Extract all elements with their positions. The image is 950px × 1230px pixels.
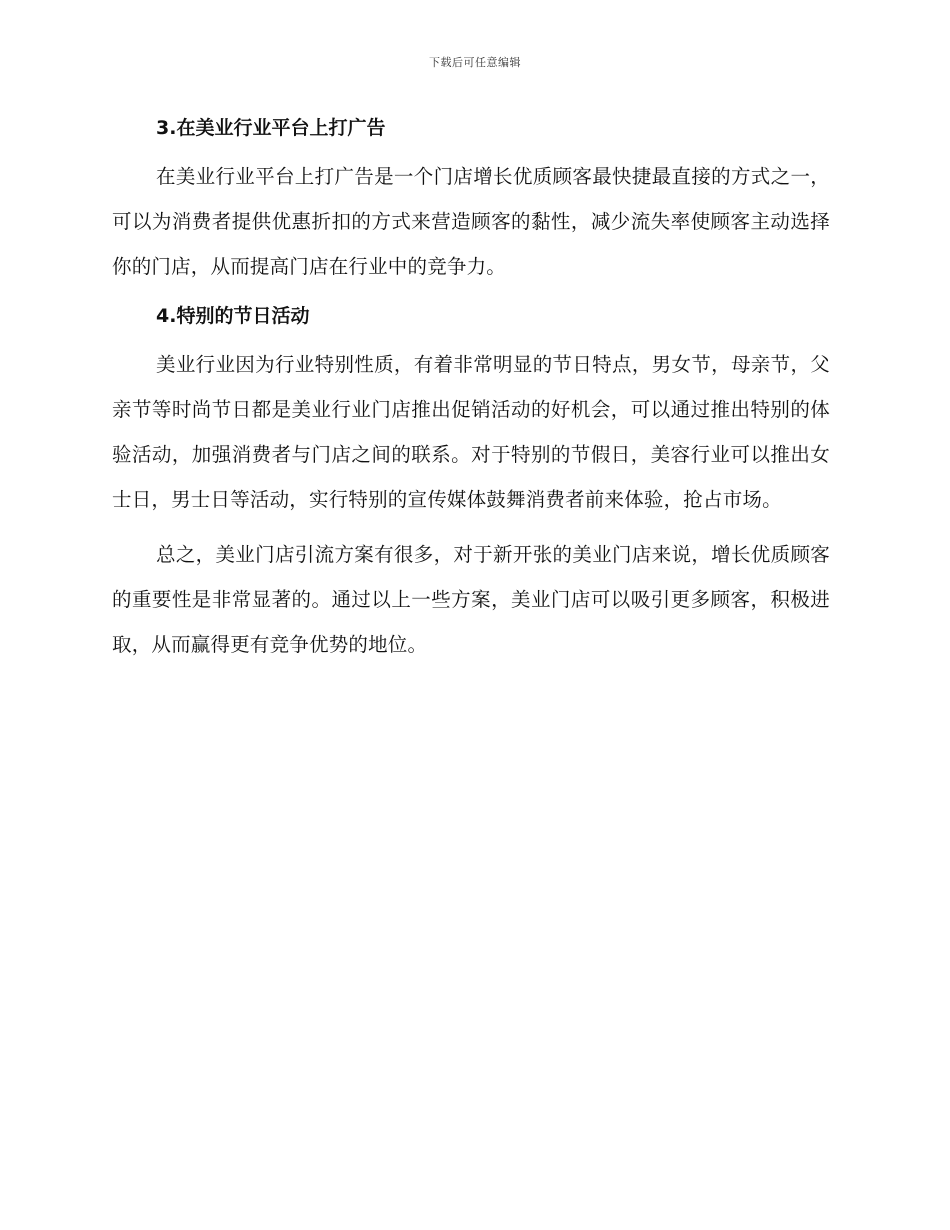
- conclusion-paragraph: 总之，美业门店引流方案有很多，对于新开张的美业门店来说，增长优质顾客的重要性是非常显著的。通过以上一些方案，美业门店可以吸引更多顾客，积极进取，从而赢得更有竞争优势的地位。: [112, 543, 830, 656]
- page-header-note: 下载后可任意编辑: [429, 56, 521, 69]
- section-heading-festival: 4.特别的节日活动: [156, 305, 310, 327]
- section-paragraph-festival: 美业行业因为行业特别性质，有着非常明显的节日特点，男女节，母亲节，父亲节等时尚节日都是美业行业门店推出促销活动的好机会，可以通过推出特别的体验活动，加强消费者与门店之间的联系。对于特别的节假日，美容行业可以推出女士日，男士日等活动，实行特别的宣传媒体鼓舞消费者前来体验，抢占市场。: [112, 353, 830, 511]
- section-paragraph-ads: 在美业行业平台上打广告是一个门店增长优质顾客最快捷最直接的方式之一，可以为消费者提供优惠折扣的方式来营造顾客的黏性，减少流失率使顾客主动选择你的门店，从而提高门店在行业中的竞争力。: [112, 165, 830, 278]
- document-body: [112, 112, 830, 667]
- section-heading-ads: 3.在美业行业平台上打广告: [156, 117, 386, 139]
